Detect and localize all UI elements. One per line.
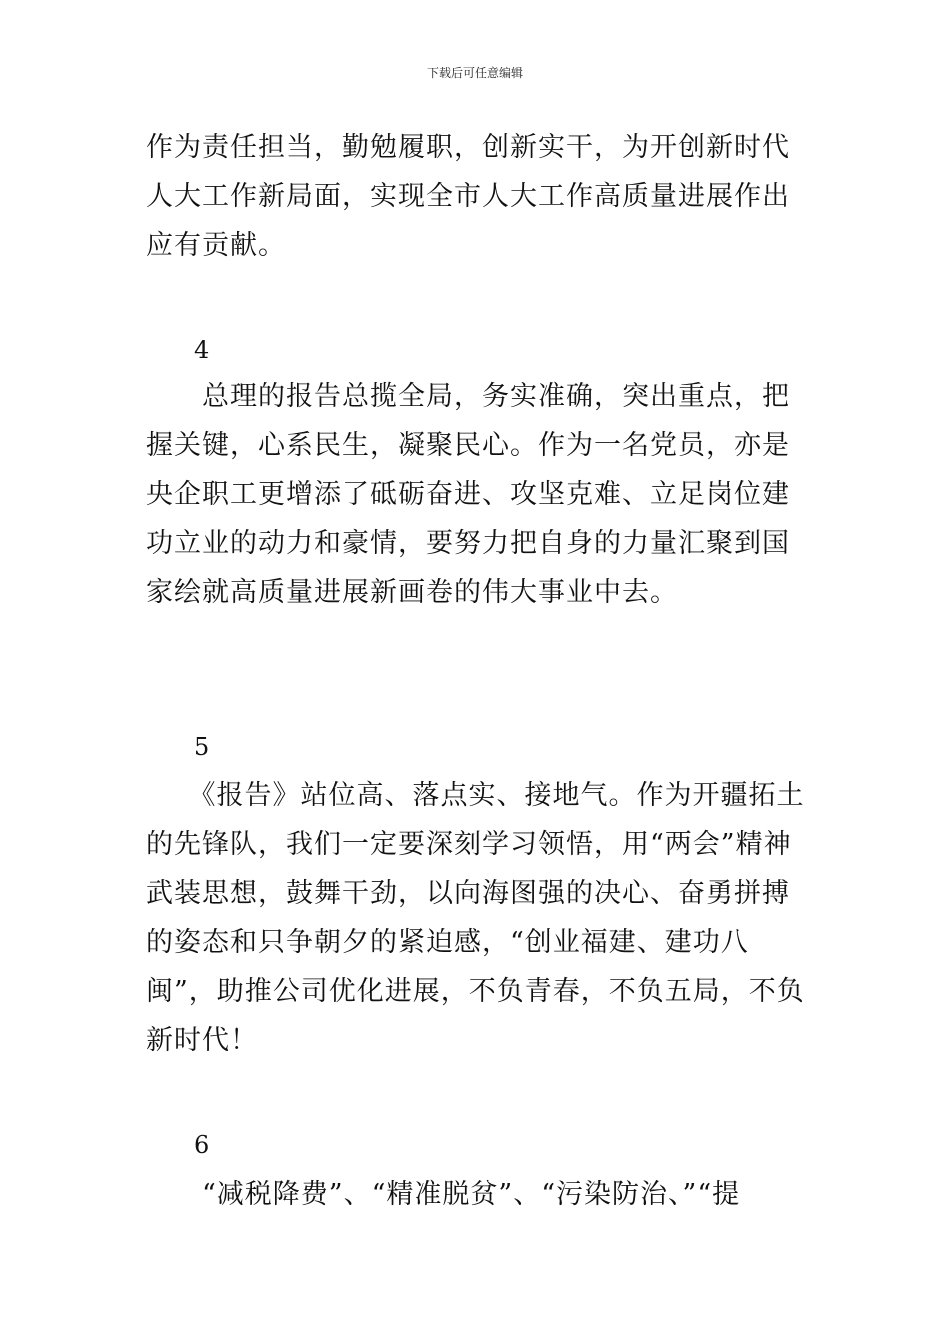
section-number-5: 5: [194, 733, 210, 761]
paragraph-4: [146, 372, 808, 617]
section-number-4: 4: [194, 336, 210, 364]
paragraph-text: 作为责任担当，勤勉履职，创新实干，为开创新时代人大工作新局面，实现全市人大工作高质量进展作出应有贡献。: [146, 132, 790, 261]
paragraph-text: “减税降费”、“精准脱贫”、“污染防治、”“提: [146, 1179, 741, 1210]
section-number-6: 6: [194, 1131, 210, 1159]
paragraph-6: [146, 1170, 808, 1219]
page-header: 下载后可任意编辑: [426, 66, 523, 80]
paragraph-text: 总理的报告总揽全局，务实准确，突出重点，把握关键，心系民生，凝聚民心。作为一名党员，亦是央企职工更增添了砥砺奋进、攻坚克难、立足岗位建功立业的动力和豪情，要努力把自身的力量汇聚到国家绘就高质量进展新画卷的伟大事业中去。: [146, 381, 790, 608]
paragraph-5: [146, 771, 808, 1065]
paragraph-text: 《报告》站位高、落点实、接地气。作为开疆拓土的先锋队，我们一定要深刻学习领悟，用“两会”精神武装思想，鼓舞干劲，以向海图强的决心、奋勇拼搏的姿态和只争朝夕的紧迫感，“创业福建、建功八闽”，助推公司优化进展，不负青春，不负五局，不负新时代！: [146, 780, 805, 1056]
paragraph-1: [146, 123, 808, 270]
